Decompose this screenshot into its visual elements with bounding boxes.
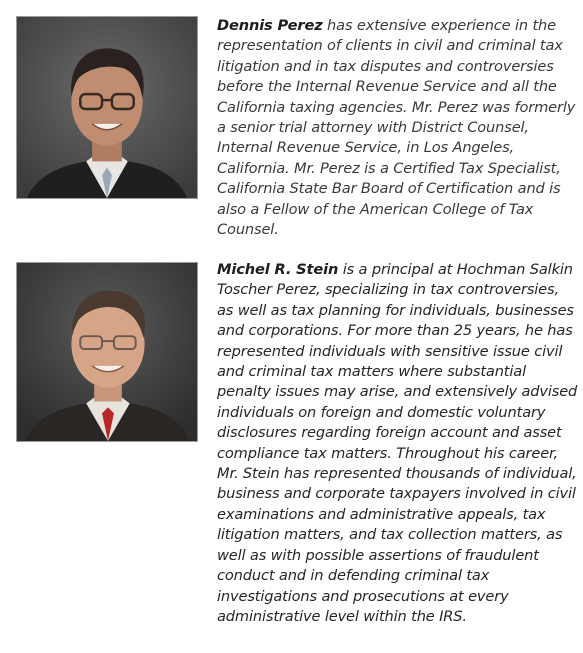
bio-name: Dennis Perez bbox=[217, 17, 323, 34]
bio-description: has extensive experience in the representation of clients in civil and criminal tax litigation and in tax disputes and controversies before the Internal Revenue Service and all the California taxing agencies. Mr. Perez was formerly a senior trial attorney with District Counsel, Internal Revenue Service, in Los Angeles, California. Mr. Perez is a Certified Tax Specialist, California State Bar Board of Certification and is also a Fellow of the American College of Tax Counsel. bbox=[217, 17, 576, 239]
portrait-photo-dennis-perez bbox=[16, 16, 198, 199]
bio-text bbox=[217, 260, 579, 627]
bio-description: is a principal at Hochman Salkin Toscher Perez, specializing in tax controversies, as well as tax planning for individuals, businesses and corporations. For more than 25 years, he has represented individuals with sensitive issue civil and criminal tax matters where substantial penalty issues may arise, and extensively advised individuals on foreign and domestic voluntary disclosures regarding foreign account and asset compliance tax matters. Throughout his career, Mr. Stein has represented thousands of individual, business and corporate taxpayers involved in civil examinations and administrative appeals, tax litigation matters, and tax collection matters, as well as with possible assertions of fraudulent conduct and in defending criminal tax investigations and prosecutions at every administrative level within the IRS. bbox=[217, 261, 578, 625]
portrait-photo-michel-stein bbox=[16, 262, 198, 442]
bio-michel-stein bbox=[0, 258, 583, 653]
bio-text bbox=[217, 16, 579, 240]
bio-dennis-perez bbox=[0, 0, 583, 250]
bio-name: Michel R. Stein bbox=[217, 261, 339, 278]
